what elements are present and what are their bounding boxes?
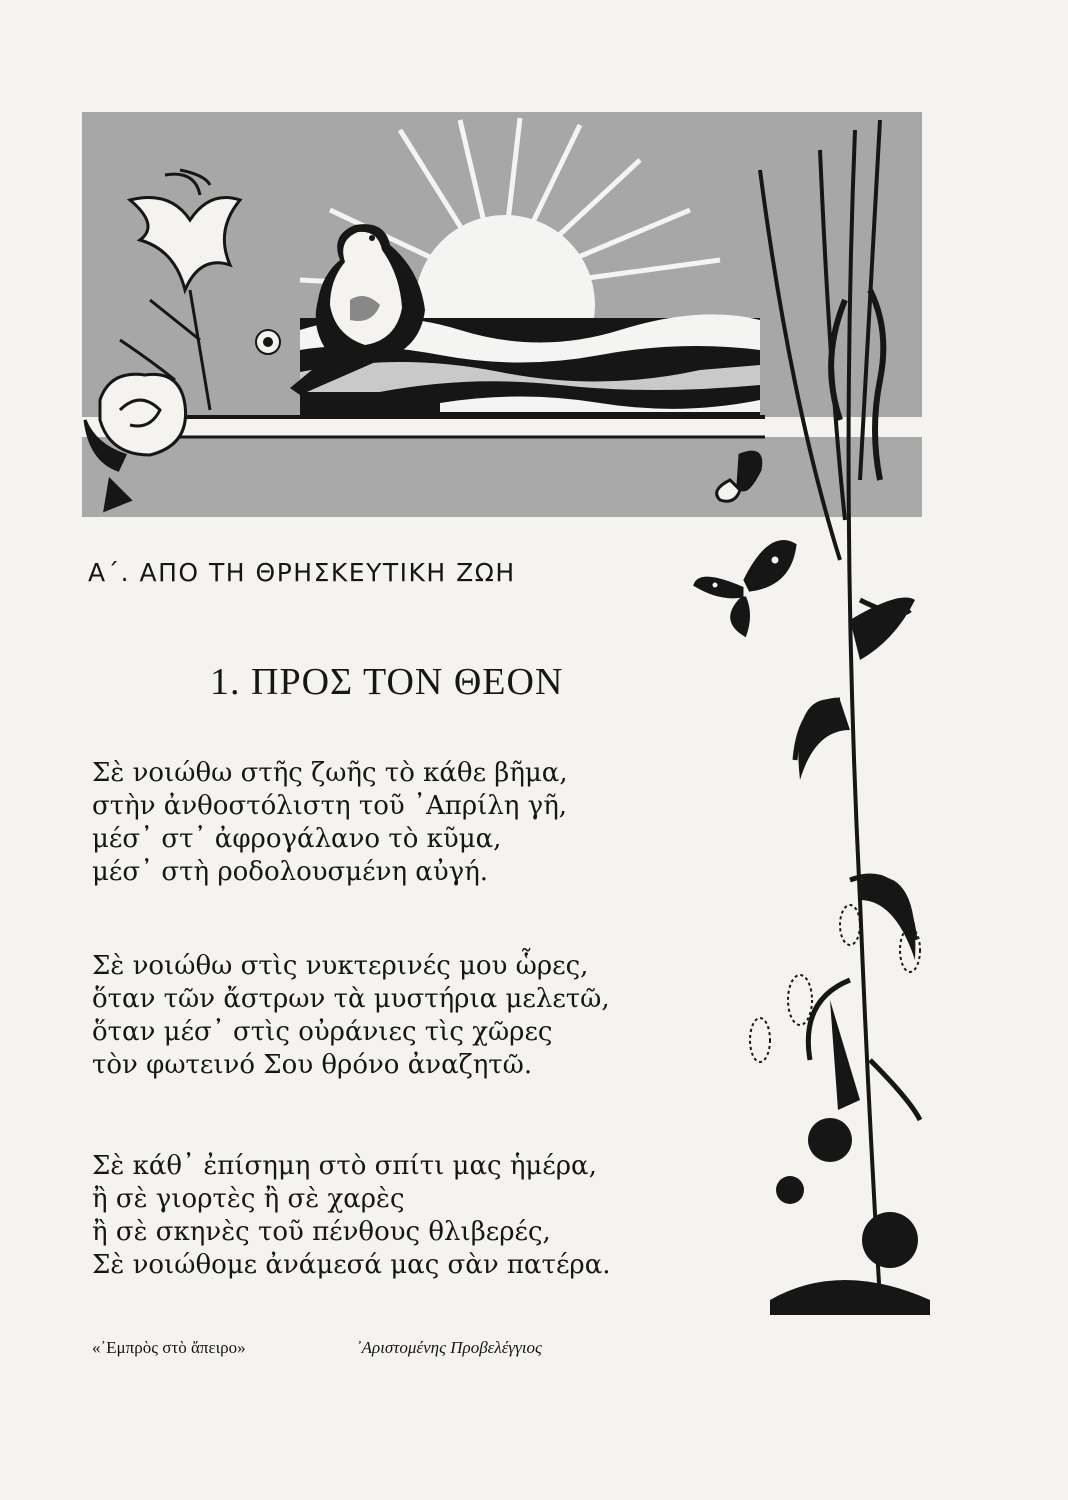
poem-line: ὅταν μέσ᾿ στὶς οὐράνιες τὶς χῶρες bbox=[92, 1017, 553, 1047]
butterfly-icon bbox=[695, 542, 795, 635]
poem-line: Σὲ κάθ᾿ ἐπίσημη στὸ σπίτι μας ἡμέρα, bbox=[92, 1151, 597, 1181]
poem-line: ἢ σὲ σκηνὲς τοῦ πένθους θλιβερές, bbox=[92, 1217, 551, 1247]
author-name: ᾿Αριστομένης Προβελέγγιος bbox=[356, 1338, 542, 1357]
stanza-1 bbox=[92, 757, 568, 889]
poem-line: Σὲ νοιώθω στῆς ζωῆς τὸ κάθε βῆμα, bbox=[92, 758, 568, 788]
poem-line: ὅταν τῶν ἄστρων τὰ μυστήρια μελετῶ, bbox=[92, 984, 610, 1014]
poem-line: Σὲ νοιώθομε ἀνάμεσά μας σὰν πατέρα. bbox=[92, 1250, 611, 1280]
source-citation: «᾿Εμπρὸς στὸ ἄπειρο» bbox=[92, 1338, 246, 1357]
poem-line: μέσ᾿ στ᾿ ἀφρογάλανο τὸ κῦμα, bbox=[92, 824, 502, 854]
stanza-3 bbox=[92, 1150, 611, 1282]
poem-line: ἢ σὲ γιορτὲς ἢ σὲ χαρὲς bbox=[92, 1184, 405, 1214]
poem-title: 1. ΠΡΟΣ ΤΟΝ ΘΕΟΝ bbox=[210, 661, 564, 703]
poem-line: στὴν ἀνθοστόλιστη τοῦ ᾿Απρίλη γῆ, bbox=[92, 791, 568, 821]
poem-line: Σὲ νοιώθω στὶς νυκτερινές μου ὧρες, bbox=[92, 951, 589, 981]
stanza-2 bbox=[92, 950, 610, 1082]
poem-line: τὸν φωτεινό Σου θρόνο ἀναζητῶ. bbox=[92, 1050, 533, 1080]
section-heading: Α΄. ΑΠΟ ΤΗ ΘΡΗΣΚΕΥΤΙΚΗ ΖΩΗ bbox=[88, 558, 516, 587]
flower-icon bbox=[770, 1118, 930, 1315]
flower-icon bbox=[256, 330, 280, 354]
separator-band bbox=[175, 417, 765, 437]
lower-panel bbox=[82, 437, 922, 517]
poem-line: μέσ᾿ στὴ ροδολουσμένη αὐγή. bbox=[92, 857, 489, 887]
